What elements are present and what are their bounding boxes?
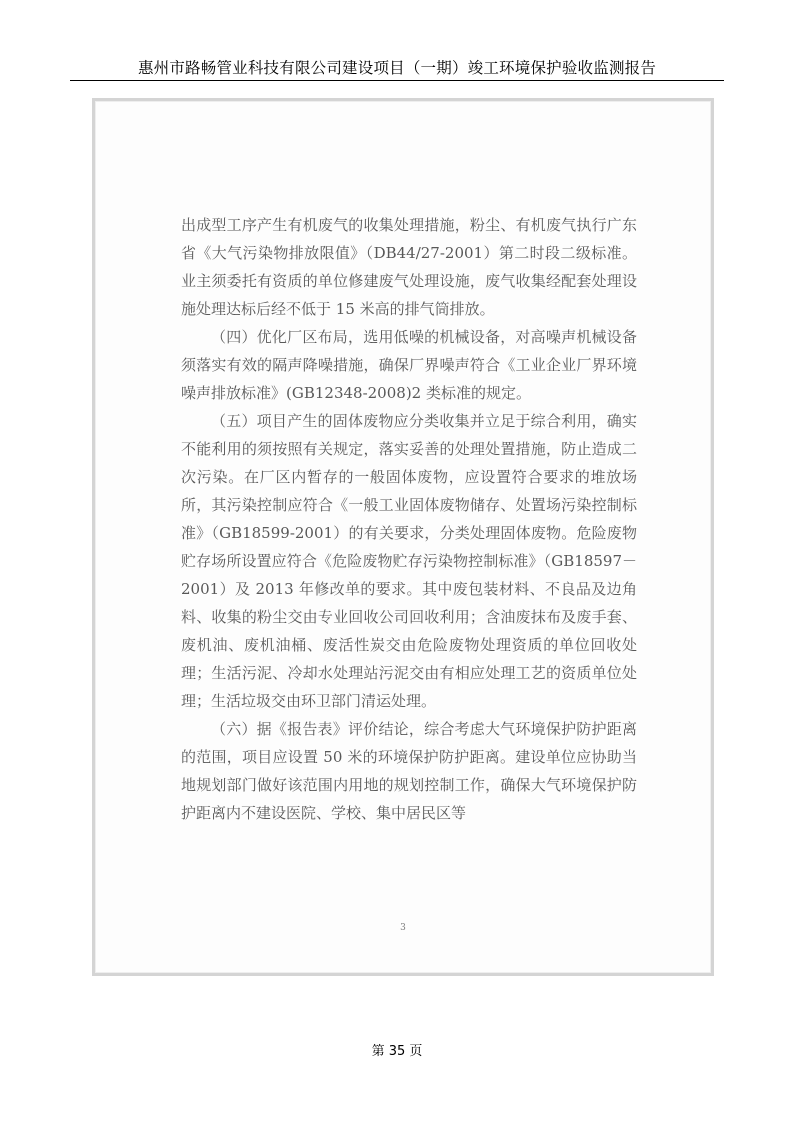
paragraph-solid-waste: （五）项目产生的固体废物应分类收集并立足于综合利用，确实不能利用的须按照有关规定，落实妥善的处理处置措施，防止造成二次污染。在厂区内暂存的一般固体废物，应设置符合要求的堆放场所，其污染控制应符合《一般工业固体废物储存、处置场污染控制标准》（GB18599-2001）的有关要求，分类处理固体废物。危险废物贮存场所设置应符合《危险废物贮存污染物控制标准》（GB18597－2001）及 2013 年修改单的要求。其中废包装材料、不良品及边角料、收集的粉尘交由专业回收公司回收利用；含油废抹布及废手套、废机油、废机油桶、废活性炭交由危险废物处理资质的单位回收处理；生活污泥、冷却水处理站污泥交由有相应处理工艺的资质单位处理；生活垃圾交由环卫部门清运处理。 [181,412,637,710]
page-header: 惠州市路畅管业科技有限公司建设项目（一期）竣工环境保护验收监测报告 [70,56,724,81]
paragraph-waste-gas: 出成型工序产生有机废气的收集处理措施，粉尘、有机废气执行广东省《大气污染物排放限值》（DB44/27-2001）第二时段二级标准。业主须委托有资质的单位修建废气处理设施，废气收集经配套处理设施处理达标后经不低于 15 米高的排气筒排放。 [181,216,637,318]
paragraph-protection-distance: （六）据《报告表》评价结论，综合考虑大气环境保护防护距离的范围，项目应设置 50 米的环境保护防护距离。建设单位应协助当地规划部门做好该范围内用地的规划控制工作，确保大气环境保护防护距离内不建设医院、学校、集中居民区等 [181,720,637,822]
scanned-page-number: 3 [400,923,406,933]
scanned-text-body [181,211,637,827]
paragraph-noise: （四）优化厂区布局，选用低噪的机械设备，对高噪声机械设备须落实有效的隔声降噪措施，确保厂界噪声符合《工业企业厂界环境噪声排放标准》(GB12348-2008)2 类标准的规定。 [181,328,637,402]
scanned-document-image [92,98,714,976]
page-footer: 第 35 页 [371,1044,423,1059]
